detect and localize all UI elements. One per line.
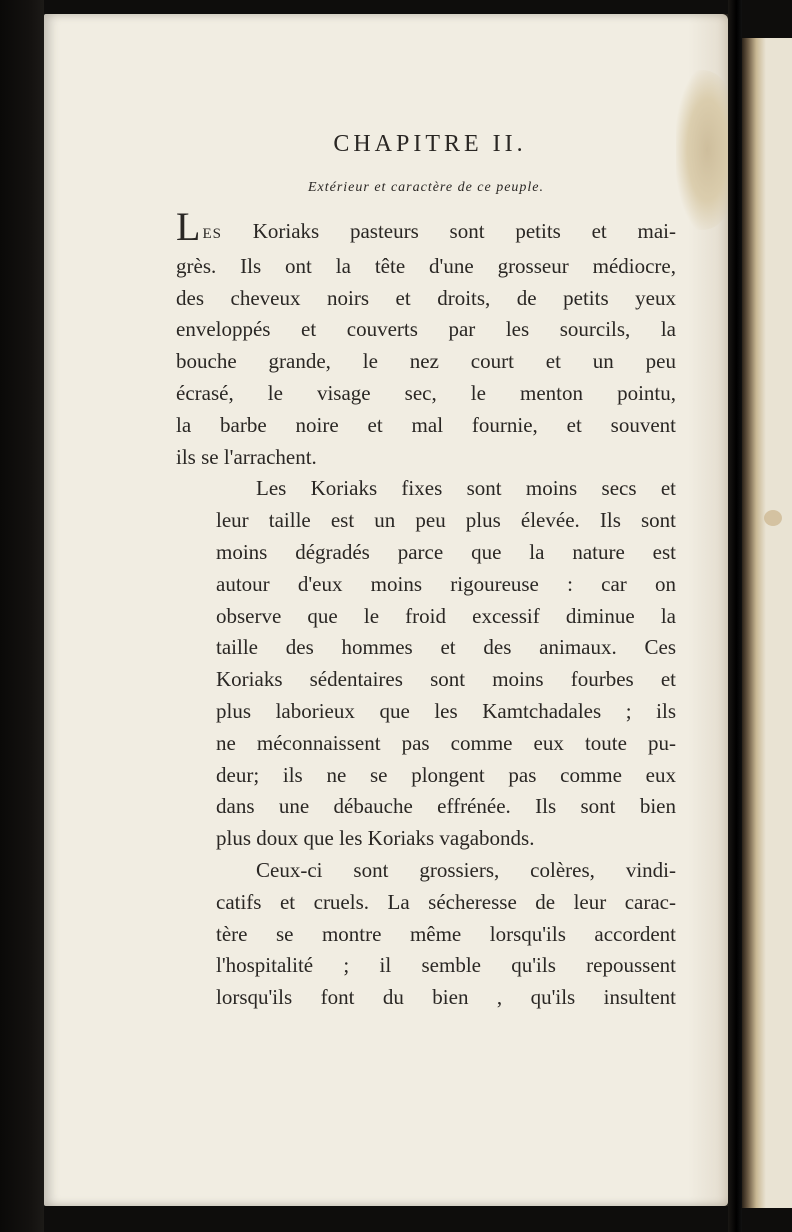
text-line: deur; ils ne se plongent pas comme eux bbox=[216, 762, 676, 787]
text-line: des cheveux noirs et droits, de petits yeux bbox=[176, 285, 676, 310]
chapter-subtitle: Extérieur et caractère de ce peuple. bbox=[307, 180, 545, 195]
text-line: bouche grande, le nez court et un peu bbox=[176, 349, 676, 374]
facing-page-stain bbox=[742, 38, 766, 1208]
text-line: moins dégradés parce que la nature est bbox=[216, 539, 676, 564]
text-line bbox=[176, 204, 676, 251]
page-edge-stain bbox=[676, 70, 728, 230]
text-line: lorsqu'ils font du bien , qu'ils insultent bbox=[216, 985, 676, 1010]
paragraph-3 bbox=[176, 855, 676, 1014]
book-gutter bbox=[728, 0, 742, 1232]
text-line: observe que le froid excessif diminue la bbox=[216, 603, 676, 628]
text-line: Koriaks sédentaires sont moins fourbes et bbox=[216, 667, 676, 692]
text-line: autour d'eux moins rigoureuse : car on bbox=[216, 571, 676, 596]
text-line: la barbe noire et mal fournie, et souvent bbox=[176, 412, 676, 437]
paragraph-1 bbox=[176, 204, 676, 473]
drop-cap: L bbox=[176, 204, 201, 249]
text-line: ne méconnaissent pas comme eux toute pu- bbox=[216, 730, 676, 755]
text-line: Les Koriaks fixes sont moins secs et bbox=[256, 476, 676, 501]
text-line: écrasé, le visage sec, le menton pointu, bbox=[176, 380, 676, 405]
paragraph-2 bbox=[176, 473, 676, 855]
chapter-title: CHAPITRE II. bbox=[333, 131, 527, 157]
small-caps-text: ES bbox=[202, 226, 222, 242]
left-binding-edge bbox=[0, 0, 44, 1232]
first-line-text: Koriaks pasteurs sont petits et mai- bbox=[221, 219, 676, 243]
text-line: catifs et cruels. La sécheresse de leur carac- bbox=[216, 889, 676, 914]
text-line: dans une débauche effrénée. Ils sont bien bbox=[216, 794, 676, 819]
text-line: ils se l'arrachent. bbox=[176, 444, 317, 469]
text-line: grès. Ils ont la tête d'une grosseur médiocre, bbox=[176, 253, 676, 278]
text-line: taille des hommes et des animaux. Ces bbox=[216, 635, 676, 660]
text-line: enveloppés et couverts par les sourcils, la bbox=[176, 317, 676, 342]
text-line: Ceux-ci sont grossiers, colères, vindi- bbox=[256, 857, 676, 882]
text-line: l'hospitalité ; il semble qu'ils repoussent bbox=[216, 953, 676, 978]
facing-page-spot bbox=[764, 510, 782, 526]
page-text-block bbox=[176, 116, 676, 1014]
facing-page-edge bbox=[742, 38, 792, 1208]
text-line: plus laborieux que les Kamtchadales ; ils bbox=[216, 698, 676, 723]
text-line: plus doux que les Koriaks vagabonds. bbox=[216, 826, 535, 851]
text-line: leur taille est un peu plus élevée. Ils sont bbox=[216, 508, 676, 533]
text-line: tère se montre même lorsqu'ils accordent bbox=[216, 921, 676, 946]
